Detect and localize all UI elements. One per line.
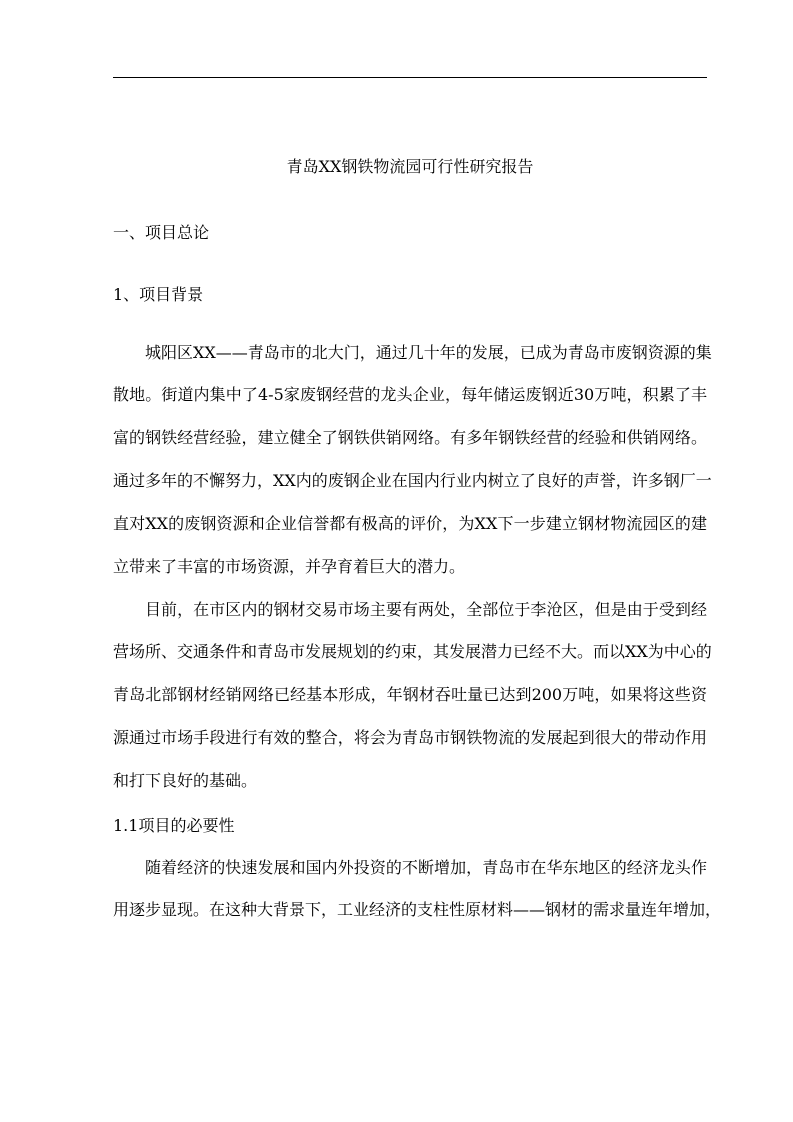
text-line: 营场所、交通条件和青岛市发展规划的约束，其发展潜力已经不大。而以XX为中心的 <box>113 642 712 662</box>
text-line: 目前，在市区内的钢材交易市场主要有两处，全部位于李沧区，但是由于受到经 <box>145 599 707 619</box>
text-line: 用逐步显现。在这种大背景下，工业经济的支柱性原材料——钢材的需求量连年增加， <box>113 900 722 920</box>
text-line: 源通过市场手段进行有效的整合，将会为青岛市钢铁物流的发展起到很大的带动作用 <box>113 727 707 747</box>
text-line: 和打下良好的基础。 <box>113 770 258 790</box>
text-line: 直对XX的废钢资源和企业信誉都有极高的评价，为XX下一步建立钢材物流园区的建 <box>113 513 707 533</box>
text-line: 通过多年的不懈努力，XX内的废钢企业在国内行业内树立了良好的声誉，许多钢厂一 <box>113 470 712 490</box>
subsection-heading: 1、项目背景 <box>113 284 204 304</box>
header-rule <box>113 77 707 78</box>
section-heading: 一、项目总论 <box>113 222 210 242</box>
paragraph <box>113 332 712 589</box>
paragraph <box>113 589 712 803</box>
text-line: 散地。街道内集中了4-5家废钢经营的龙头企业，每年储运废钢近30万吨，积累了丰 <box>113 385 707 405</box>
text-line: 富的钢铁经营经验，建立健全了钢铁供销网络。有多年钢铁经营的经验和供销网络。 <box>113 428 707 448</box>
text-line: 立带来了丰富的市场资源，并孕育着巨大的潜力。 <box>113 556 466 576</box>
document-title: 青岛XX钢铁物流园可行性研究报告 <box>286 156 534 176</box>
paragraph <box>113 847 722 933</box>
subsection-heading: 1.1项目的必要性 <box>113 815 235 835</box>
text-line: 城阳区XX——青岛市的北大门，通过几十年的发展，已成为青岛市废钢资源的集 <box>145 342 712 362</box>
text-line: 青岛北部钢材经销网络已经基本形成，年钢材吞吐量已达到200万吨，如果将这些资 <box>113 685 707 705</box>
text-line: 随着经济的快速发展和国内外投资的不断增加，青岛市在华东地区的经济龙头作 <box>145 857 707 877</box>
